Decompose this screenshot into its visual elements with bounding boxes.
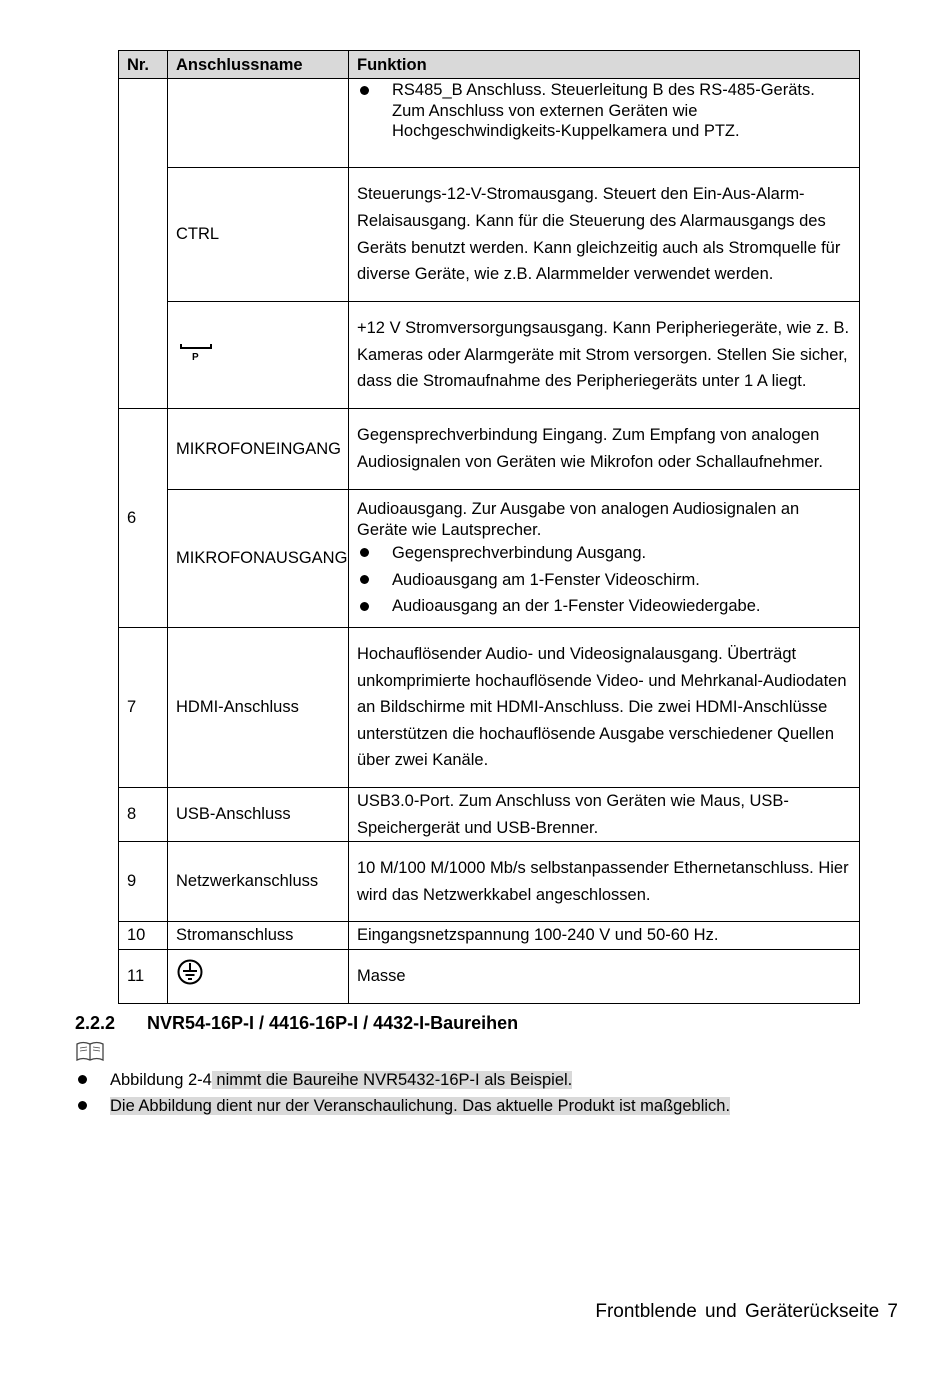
dc-power-output-icon [176,339,216,372]
note-text: Die Abbildung dient nur der Veranschaulichung. Das aktuelle Produkt ist maßgeblich. [110,1097,731,1115]
function-cell [349,490,860,628]
name-cell: USB-Anschluss [168,788,349,842]
list-item [75,1067,875,1093]
name-cell: MIKROFONEINGANG [168,409,349,490]
table-row [119,922,860,950]
name-cell: Netzwerkanschluss [168,842,349,922]
table-row [119,490,860,628]
table-row [119,788,860,842]
list-item: Audioausgang am 1-Fenster Videoschirm. [357,567,851,594]
function-cell: +12 V Stromversorgungsausgang. Kann Peripheriegeräte, wie z. B. Kameras oder Alarmgeräte mit Strom versorgen. Stellen Sie sicher, dass die Stromaufnahme des Peripheriegeräts unter 1 A liegt. [349,302,860,409]
function-cell: Hochauflösender Audio- und Videosignalausgang. Überträgt unkomprimierte hochauflösende Video- und Mehrkanal-Audiodaten an Bildschirme mit HDMI-Anschluss. Die zwei HDMI-Anschlüsse unterstützen die hochauflösende Ausgabe verschiedener Quellen über zwei Kanäle. [349,628,860,788]
function-cell: Masse [349,949,860,1003]
name-cell: Stromanschluss [168,922,349,950]
function-cell: Gegensprechverbindung Eingang. Zum Empfang von analogen Audiosignalen von Geräten wie Mikrofon oder Schallaufnehmer. [349,409,860,490]
list-item [75,1093,875,1119]
header-function: Funktion [349,51,860,79]
function-cell: 10 M/100 M/1000 Mb/s selbstanpassender Ethernetanschluss. Hier wird das Netzwerkkabel angeschlossen. [349,842,860,922]
name-cell: CTRL [168,168,349,302]
table-row [119,628,860,788]
table-row [119,949,860,1003]
section-title: NVR54-16P-I / 4416-16P-I / 4432-I-Baureihen [147,1013,519,1033]
header-nr: Nr. [119,51,168,79]
table-row [119,79,860,168]
name-cell [168,302,349,409]
connector-table [118,50,860,1004]
function-cell: USB3.0-Port. Zum Anschluss von Geräten wie Maus, USB-Speichergerät und USB-Brenner. [349,788,860,842]
note-text: nimmt die Baureihe NVR5432-16P-I als Beispiel. [211,1071,573,1089]
rs485-bullet: RS485_B Anschluss. Steuerleitung B des RS-485-Geräts. Zum Anschluss von externen Geräten wie Hochgeschwindigkeits-Kuppelkamera und PTZ. [357,80,851,142]
note-prefix: Abbildung 2-4 [110,1071,212,1089]
ground-icon [176,958,204,995]
name-cell-empty [168,79,349,168]
nr-cell: 9 [119,842,168,922]
table-header-row [119,51,860,79]
list-item: Audioausgang an der 1-Fenster Videowiedergabe. [357,593,851,620]
table-row [119,842,860,922]
table-row [119,409,860,490]
note-list [75,1067,875,1119]
name-cell: HDMI-Anschluss [168,628,349,788]
nr-cell: 7 [119,628,168,788]
section-number: 2.2.2 [75,1013,116,1033]
function-cell: Steuerungs-12-V-Stromausgang. Steuert den Ein-Aus-Alarm-Relaisausgang. Kann für die Steuerung des Alarmausgangs des Geräts benutzt werden. Kann gleichzeitig auch als Stromquelle für diverse Geräte, wie z.B. Alarmmelder verwendet werden. [349,168,860,302]
page-number: 7 [887,1301,898,1322]
page-footer [595,1301,898,1323]
function-cell [349,79,860,168]
name-cell: MIKROFONAUSGANG [168,490,349,628]
footer-title: Frontblende und Geräterückseite [595,1301,880,1322]
nr-cell: 8 [119,788,168,842]
nr-cell: 10 [119,922,168,950]
list-item: Gegensprechverbindung Ausgang. [357,540,851,567]
mic-out-intro: Audioausgang. Zur Ausgabe von analogen Audiosignalen an Geräte wie Lautsprecher. [357,500,800,539]
nr-cell: 11 [119,949,168,1003]
section-heading [75,1013,518,1034]
header-name: Anschlussname [168,51,349,79]
nr-cell-empty [119,79,168,409]
name-cell [168,949,349,1003]
dc-power-output-icon-label: P [192,351,199,363]
table-row [119,168,860,302]
function-cell: Eingangsnetzspannung 100-240 V und 50-60 Hz. [349,922,860,950]
nr-cell: 6 [119,409,168,628]
book-note-icon [75,1040,105,1067]
table-row [119,302,860,409]
